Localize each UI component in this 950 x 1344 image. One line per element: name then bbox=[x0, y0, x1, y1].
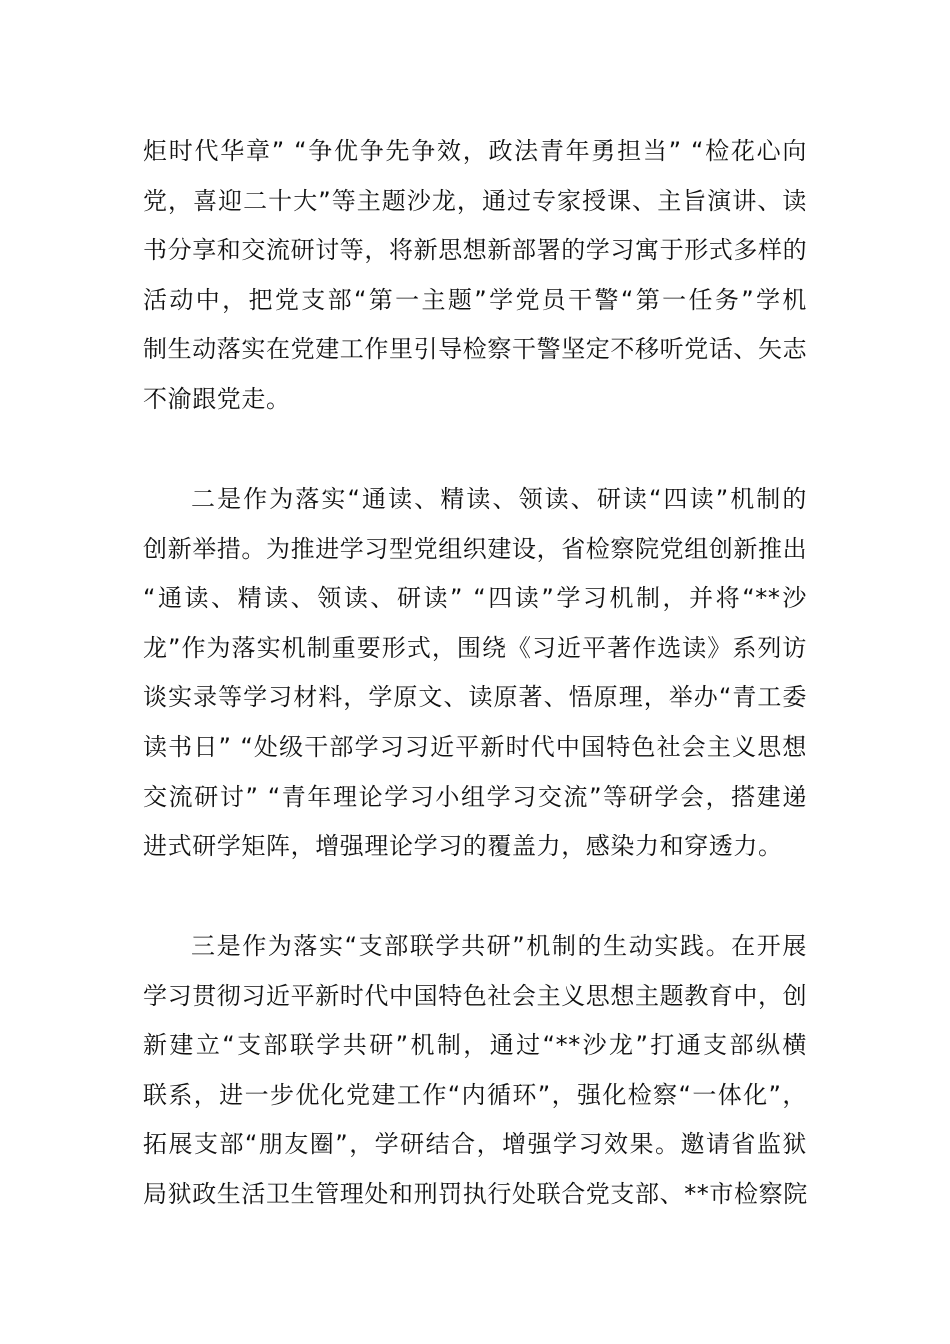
text-line: 进式研学矩阵，增强理论学习的覆盖力，感染力和穿透力。 bbox=[143, 832, 783, 861]
text-line: 三是作为落实“支部联学共研”机制的生动实践。在开展 bbox=[191, 932, 807, 960]
text-line: 谈实录等学习材料，学原文、读原著、悟原理，举办“青工委 bbox=[143, 683, 807, 712]
text-line: 党，喜迎二十大”等主题沙龙，通过专家授课、主旨演讲、读 bbox=[143, 186, 807, 215]
text-line: 联系，进一步优化党建工作“内循环”，强化检察“一体化”， bbox=[143, 1080, 807, 1109]
text-line: 局狱政生活卫生管理处和刑罚执行处联合党支部、**市检察院 bbox=[143, 1179, 808, 1208]
text-line: 炬时代华章” “争优争先争效，政法青年勇担当” “检花心向 bbox=[143, 137, 807, 165]
paragraph-salon-activities bbox=[143, 127, 807, 425]
text-line: 学习贯彻习近平新时代中国特色社会主义思想主题教育中，创 bbox=[143, 981, 808, 1010]
text-line: “通读、精读、领读、研读” “四读”学习机制，并将“**沙 bbox=[143, 584, 807, 613]
text-line: 二是作为落实“通读、精读、领读、研读“四读”机制的 bbox=[191, 485, 807, 513]
text-line: 活动中，把党支部“第一主题”学党员干警“第一任务”学机 bbox=[143, 285, 807, 314]
text-line: 拓展支部“朋友圈”，学研结合，增强学习效果。邀请省监狱 bbox=[143, 1130, 807, 1159]
text-line: 创新举措。为推进学习型党组织建设，省检察院党组创新推出 bbox=[143, 534, 808, 563]
text-line: 龙”作为落实机制重要形式，围绕《习近平著作选读》系列访 bbox=[143, 633, 807, 662]
paragraph-joint-study bbox=[143, 922, 807, 1220]
paragraph-four-readings bbox=[143, 475, 807, 872]
text-line: 书分享和交流研讨等，将新思想新部署的学习寓于形式多样的 bbox=[143, 236, 808, 265]
text-line: 读书日” “处级干部学习习近平新时代中国特色社会主义思想 bbox=[143, 732, 807, 761]
text-line: 不渝跟党走。 bbox=[143, 384, 291, 413]
text-line: 交流研讨” “青年理论学习小组学习交流”等研学会，搭建递 bbox=[143, 782, 807, 811]
text-line: 新建立“支部联学共研”机制，通过“**沙龙”打通支部纵横 bbox=[143, 1031, 807, 1060]
text-line: 制生动落实在党建工作里引导检察干警坚定不移听党话、矢志 bbox=[143, 335, 808, 364]
